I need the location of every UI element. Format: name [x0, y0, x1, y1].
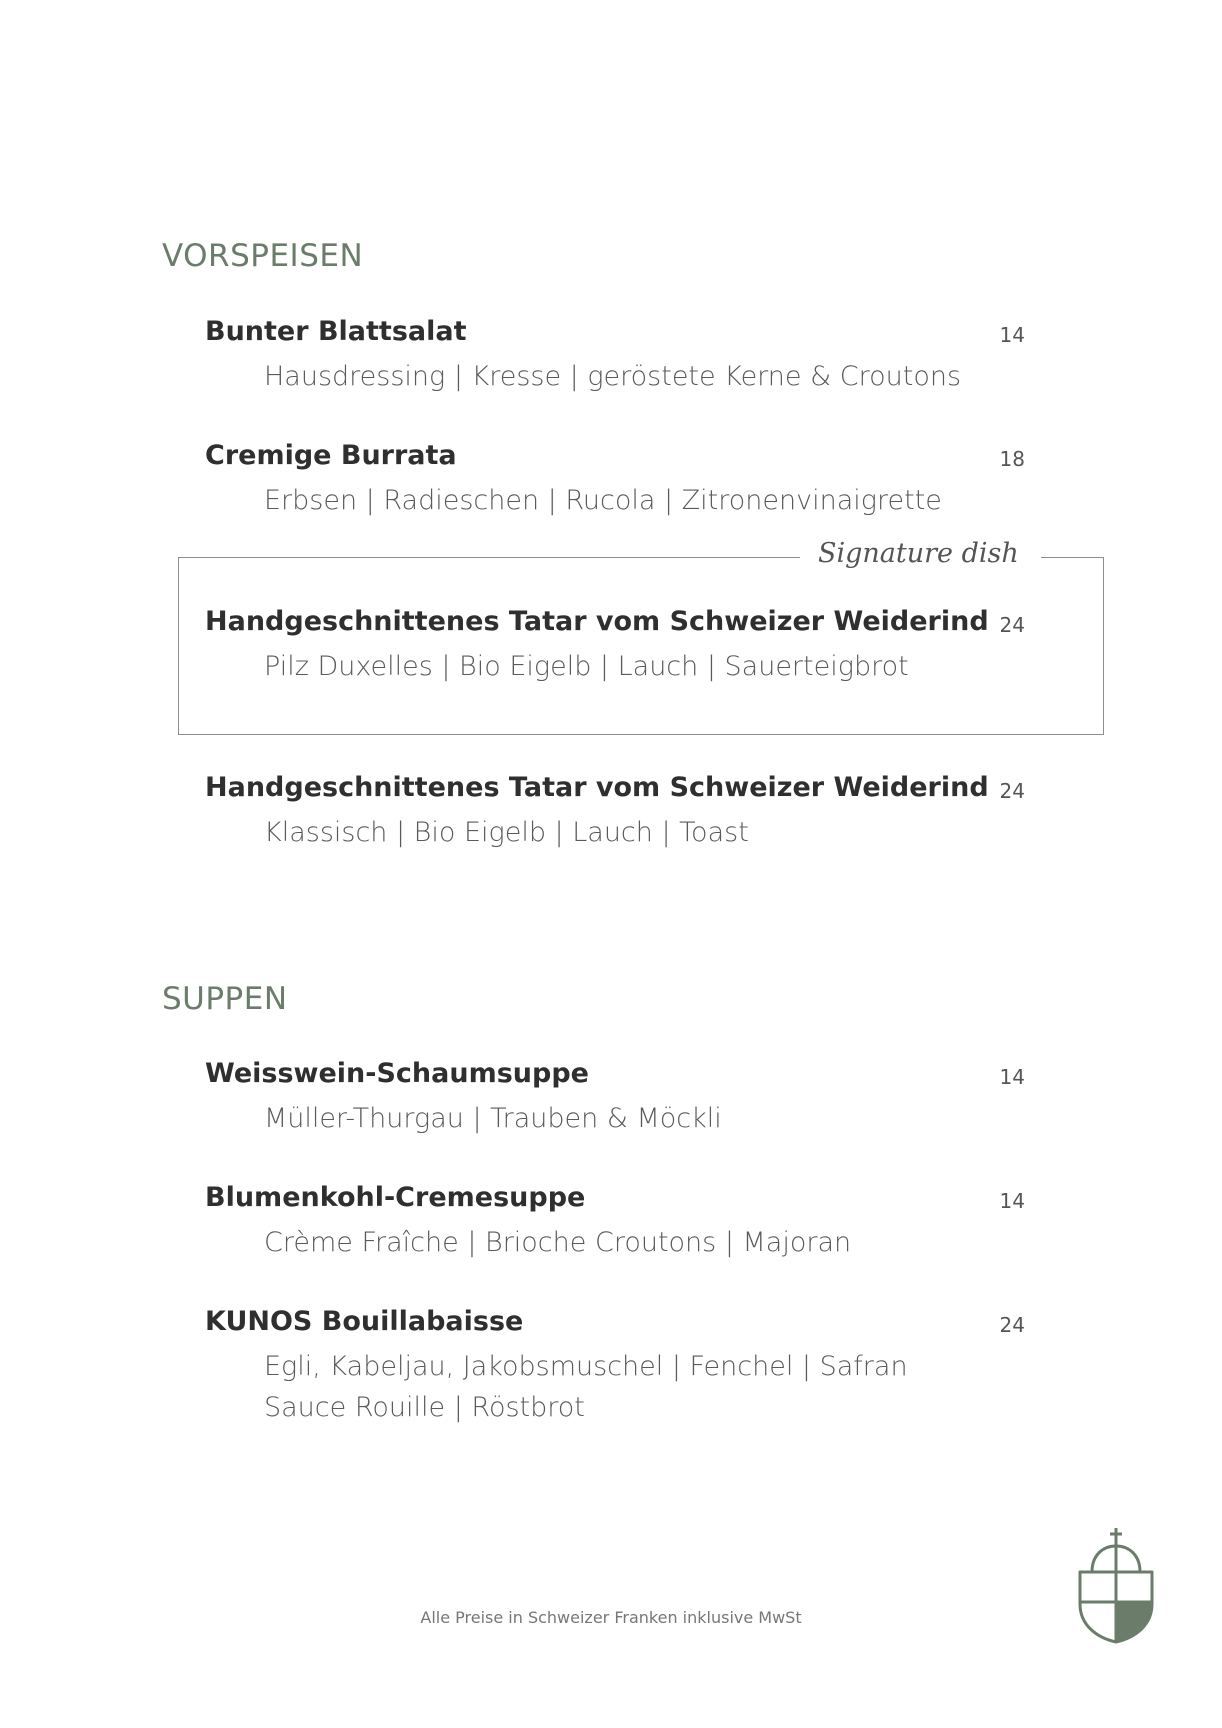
- menu-item: [205, 771, 1025, 853]
- menu-item: [205, 1057, 1025, 1139]
- item-price: 24: [999, 1313, 1025, 1337]
- section-title-suppen: SUPPEN: [162, 981, 288, 1017]
- item-name: KUNOS Bouillabaisse: [205, 1306, 524, 1337]
- item-price: 14: [999, 1065, 1025, 1089]
- item-description: Hausdressing | Kresse | geröstete Kerne & Croutons: [264, 361, 962, 392]
- section-title-vorspeisen: VORSPEISEN: [162, 238, 364, 274]
- shield-crest-icon: [1076, 1526, 1156, 1646]
- item-name: Blumenkohl-Cremesuppe: [205, 1182, 586, 1213]
- item-description: Crème Fraîche | Brioche Croutons | Majoran: [264, 1227, 852, 1258]
- item-name: Bunter Blattsalat: [205, 316, 467, 347]
- menu-item-signature: [205, 605, 1025, 687]
- menu-item: [205, 315, 1025, 397]
- item-price: 14: [999, 1189, 1025, 1213]
- item-price: 24: [999, 779, 1025, 803]
- item-description: Pilz Duxelles | Bio Eigelb | Lauch | Sauerteigbrot: [264, 651, 909, 682]
- signature-dish-label: Signature dish: [800, 534, 1041, 574]
- item-name: Handgeschnittenes Tatar vom Schweizer Weiderind: [205, 772, 989, 803]
- item-description: Erbsen | Radieschen | Rucola | Zitronenvinaigrette: [264, 485, 942, 516]
- item-description: Egli, Kabeljau, Jakobsmuschel | Fenchel | Safran: [264, 1351, 908, 1382]
- item-description: Müller-Thurgau | Trauben & Möckli: [264, 1103, 722, 1134]
- menu-item: [205, 439, 1025, 521]
- menu-item: [205, 1305, 1025, 1428]
- item-price: 24: [999, 613, 1025, 637]
- item-description: Klassisch | Bio Eigelb | Lauch | Toast: [264, 817, 749, 848]
- item-name: Handgeschnittenes Tatar vom Schweizer Weiderind: [205, 606, 989, 637]
- item-name: Weisswein-Schaumsuppe: [205, 1058, 589, 1089]
- item-description: Sauce Rouille | Röstbrot: [264, 1392, 585, 1423]
- item-price: 14: [999, 323, 1025, 347]
- menu-item: [205, 1181, 1025, 1263]
- item-name: Cremige Burrata: [205, 440, 457, 471]
- item-price: 18: [999, 447, 1025, 471]
- footer-price-note: Alle Preise in Schweizer Franken inklusive MwSt: [420, 1608, 802, 1627]
